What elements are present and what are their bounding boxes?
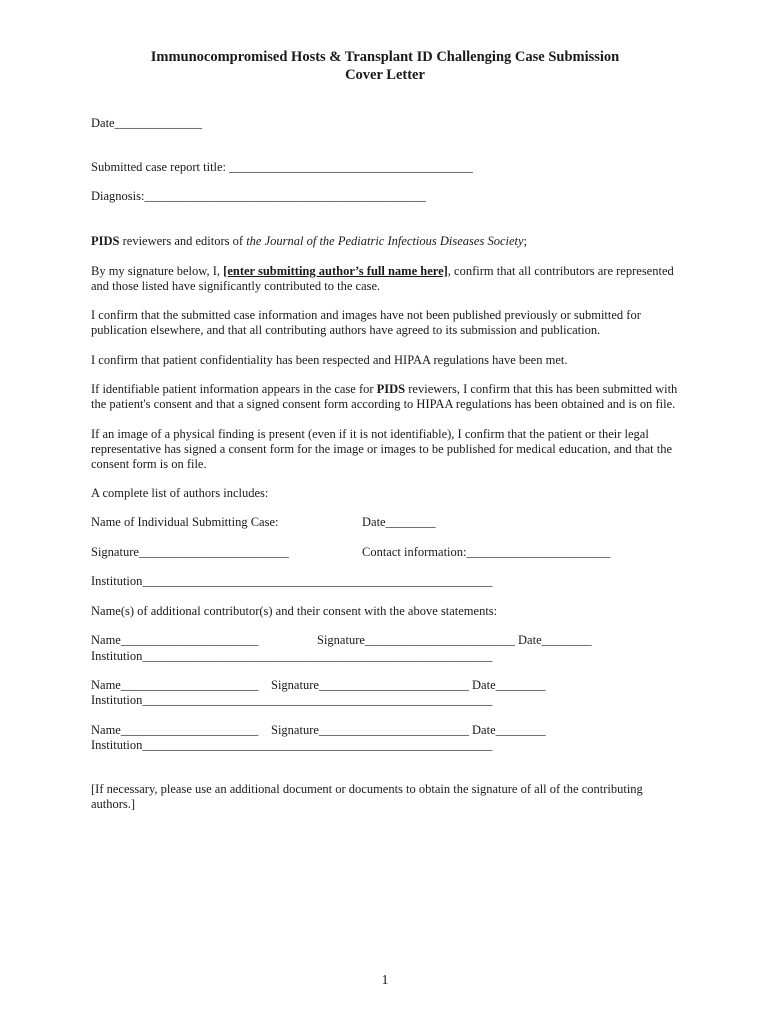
contributor-1-signature-field: Signature________________________ Date________	[317, 633, 592, 647]
identifiable-paragraph-end: reviewers, I confirm that this has been submitted with the patient's consent and that a signed consent form according to HIPAA regulations has been obtained and is on file.	[91, 382, 678, 411]
signature-paragraph-end: , confirm that all contributors are represented and those listed have significantly contributed to the case.	[91, 264, 674, 293]
footnote: [If necessary, please use an additional document or documents to obtain the signature of all of the contributing authors.]	[91, 782, 643, 811]
document-title: Immunocompromised Hosts & Transplant ID Challenging Case Submission	[150, 49, 620, 65]
salutation-text: reviewers and editors of	[119, 234, 247, 248]
contributor-3-name-field: Name______________________	[91, 723, 259, 737]
page-number: 1	[381, 973, 389, 988]
image-consent-paragraph: If an image of a physical finding is present (even if it is not identifiable), I confirm that the patient or their legal representative has signed a consent form for the image or images to be published for medical education, and that the consent form is on file.	[91, 427, 673, 471]
author-name-placeholder: [enter submitting author’s full name here]	[223, 264, 448, 278]
salutation-end: ;	[523, 234, 528, 248]
contact-info-field: Contact information:_______________________	[362, 545, 611, 559]
document-subtitle: Cover Letter	[345, 67, 425, 83]
journal-name: the Journal of the Pediatric Infectious Diseases Society	[246, 234, 524, 248]
contributor-2-institution-field: Institution________________________________________________________	[91, 693, 493, 707]
signature-paragraph	[91, 264, 691, 294]
identifiable-paragraph-start: If identifiable patient information appears in the case for	[91, 382, 377, 396]
contributor-2-name-field: Name______________________	[91, 678, 259, 692]
submitting-institution-field: Institution________________________________________________________	[91, 574, 493, 588]
identifiable-info-paragraph	[91, 382, 691, 412]
submitting-signature-field: Signature________________________	[91, 545, 289, 559]
identifiable-pids: PIDS	[376, 382, 406, 396]
unpublished-paragraph: I confirm that the submitted case information and images have not been published previously or submitted for publication elsewhere, and that all contributing authors have agreed to its submission and publication.	[91, 308, 641, 337]
confidentiality-paragraph: I confirm that patient confidentiality has been respected and HIPAA regulations have been met.	[91, 353, 568, 367]
date-field: Date______________	[91, 116, 203, 130]
submitting-name-label: Name of Individual Submitting Case:	[91, 515, 279, 529]
diagnosis-field: Diagnosis:_____________________________________________	[91, 189, 426, 203]
signature-paragraph-start: By my signature below, I,	[91, 264, 224, 278]
contributor-2-signature-field: Signature________________________ Date________	[271, 678, 546, 692]
contributor-1-institution-field: Institution________________________________________________________	[91, 649, 493, 663]
salutation	[91, 234, 527, 249]
salutation-pids: PIDS	[91, 234, 120, 248]
case-title-field: Submitted case report title: _______________________________________	[91, 160, 473, 174]
additional-contributors-heading: Name(s) of additional contributor(s) and their consent with the above statements:	[91, 604, 498, 618]
contributor-3-institution-field: Institution________________________________________________________	[91, 738, 493, 752]
submitting-date-field: Date________	[362, 515, 436, 529]
contributor-3-signature-field: Signature________________________ Date________	[271, 723, 546, 737]
authors-heading: A complete list of authors includes:	[91, 486, 269, 500]
contributor-1-name-field: Name______________________	[91, 633, 259, 647]
